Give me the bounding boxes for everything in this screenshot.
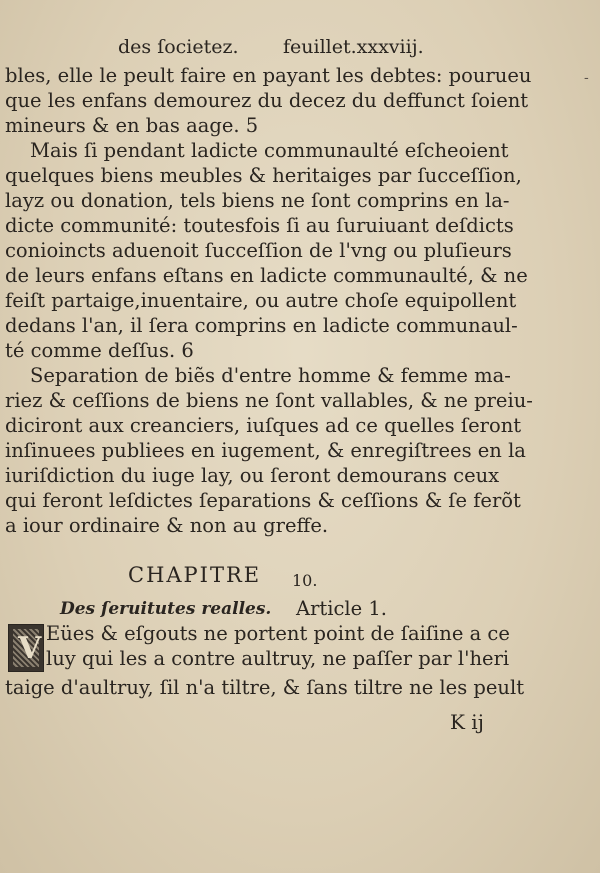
text-line: de leurs enfans eſtans en ladicte communaulté, & ne (5, 264, 528, 287)
text-line: Separation de biẽs d'entre homme & femme ma- (30, 364, 511, 387)
chapter-label: CHAPITRE (128, 563, 262, 587)
text-line: qui feront leſdictes ſeparations & ceſſions & ſe ferõt (5, 489, 521, 512)
text-line: feiſt partaige,inuentaire, ou autre choſe equipollent (5, 289, 517, 312)
signature-mark: K ij (450, 710, 484, 734)
text-line: luy qui les a contre aultruy, ne paſſer par l'heri (46, 647, 510, 670)
text-line: a iour ordinaire & non au greffe. (5, 514, 329, 537)
folio-number: feuillet.xxxviij. (283, 36, 424, 58)
text-line: taige d'aultruy, ſil n'a tiltre, & ſans tiltre ne les peult (5, 676, 525, 699)
text-line: diciront aux creanciers, iuſques ad ce quelles ſeront (5, 414, 522, 437)
text-line: bles, elle le peult faire en payant les debtes: pourueu (5, 64, 532, 87)
text-line: layz ou donation, tels biens ne ſont comprins en la- (5, 189, 510, 212)
margin-mark: - (584, 70, 589, 86)
running-title: des ſocietez. (118, 36, 239, 58)
section-title: Des ſeruitutes realles. (60, 599, 272, 619)
chapter-number: 10. (292, 571, 318, 590)
text-line: té comme deſſus. 6 (5, 339, 194, 362)
article-number: Article 1. (296, 597, 387, 620)
text-line: mineurs & en bas aage. 5 (5, 114, 259, 137)
text-line: riez & ceſſions de biens ne ſont vallables, & ne preiu- (5, 389, 533, 412)
running-header (0, 36, 600, 66)
text-line: quelques biens meubles & heritaiges par ſucceſſion, (5, 164, 522, 187)
text-line: Eües & eſgouts ne portent point de ſaiſine a ce (46, 622, 510, 645)
text-line: dedans l'an, il ſera comprins en ladicte communaul- (5, 314, 518, 337)
initial-letter: V (18, 631, 42, 666)
text-line: dicte communité: toutesfois ſi au ſuruiuant deſdicts (5, 214, 514, 237)
section-heading (0, 597, 600, 621)
text-line: que les enfans demourez du decez du deffunct ſoient (5, 89, 529, 112)
text-line: inſinuees publiees en iugement, & enregiſtrees en la (5, 439, 526, 462)
text-line: conioincts aduenoit ſucceſſion de l'vng ou pluſieurs (5, 239, 512, 262)
text-line: iuriſdiction du iuge lay, ou ſeront demourans ceux (5, 464, 500, 487)
text-line: Mais ſi pendant ladicte communaulté eſcheoient (30, 139, 509, 162)
chapter-heading (0, 563, 600, 593)
